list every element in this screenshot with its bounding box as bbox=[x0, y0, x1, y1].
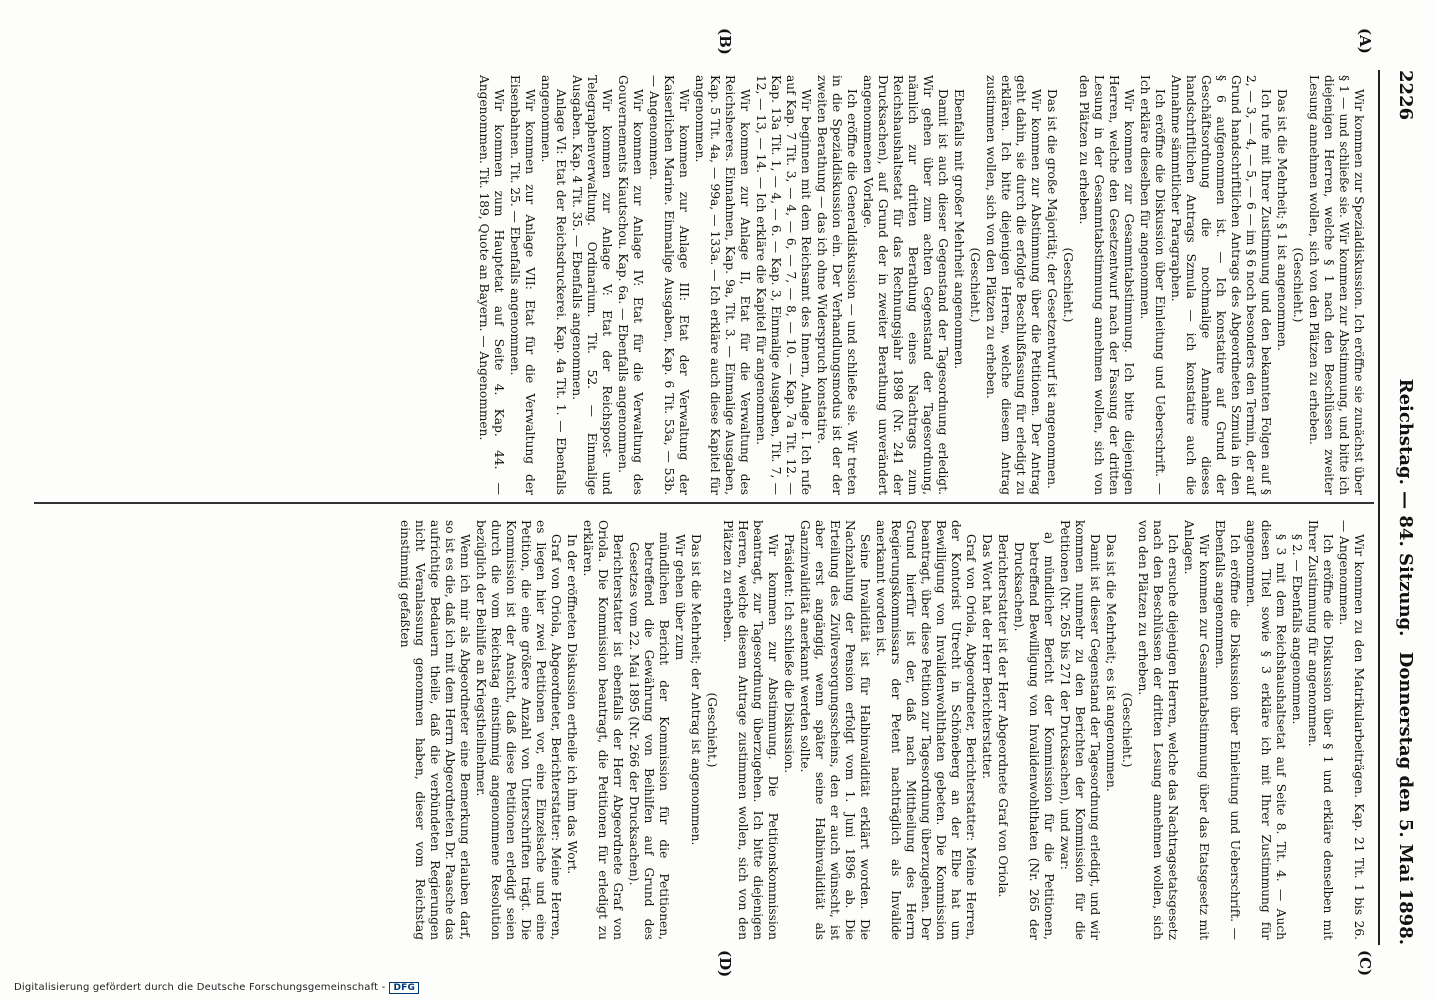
paragraph: Ich eröffne die Diskussion über Einleitung und Ueberschrift. — Ich erkläre dieselben für angenommen. bbox=[1138, 75, 1167, 495]
paragraph: Wir kommen zur Anlage VII: Etat für die Verwaltung der Eisenbahnen. Tit. 25. — Ebenfalls angenommen. bbox=[508, 75, 537, 495]
stage-direction: (Geschieht.) bbox=[1291, 247, 1305, 323]
stage-direction: (Geschieht.) bbox=[705, 692, 719, 768]
paragraph: Ebenfalls mit großer Mehrheit angenommen. bbox=[952, 89, 966, 370]
speech: Präsident: Ich schließe die Diskussion. bbox=[782, 534, 796, 774]
paragraph: Wir kommen zur Anlage II, Etat für die Verwaltung des Reichsheeres. Einnahmen, Kap. 9a, Tit. 3. — Einmalige Ausgaben, Kap. 5 Tit. 4a, — 99a, — 133a. — Ich erkläre auch diese Kapitel für angenommen. bbox=[693, 75, 752, 495]
paragraph: In der eröffneten Diskussion ertheile ich ihm das Wort. bbox=[565, 534, 579, 875]
column-divider bbox=[34, 502, 1374, 504]
paragraph: Ich rufe mit Ihrer Zustimmung und den bekannten Folgen auf § 2, — 3, — 4, — 5, — 6 — im § 6 noch besonders den Termin, der auf Grund handschriftlichen Antrags des Abgeordneten Szmula in den § 6 aufgenommen ist. — Ich konstatire auf Grund der Geschäftsordnung die nochmalige Annahme dieses handschriftlichen Antrags Szmula — ich konstatire auch die Annahme sämmtlicher Paragraphen. bbox=[1169, 75, 1273, 495]
margin-marker-c: (C) bbox=[1356, 950, 1374, 977]
paragraph: Wir kommen zur Gesammtabstimmung über das Etatsgesetz mit Anlagen. bbox=[1182, 520, 1211, 940]
paragraph: Wir kommen zur Gesammtabstimmung. Ich bitte diejenigen Herren, welche den Gesetzentwurf nach der Fassung der dritten Lesung in der Gesammtabstimmung annehmen wollen, sich von den Plätzen zu erheben. bbox=[1077, 75, 1136, 495]
paragraph: Seine Invalidität ist für Halbinvalidität erklärt worden. Die Nachzahlung der Pension erfolgt vom 1. Juni 1896 ab. Die Erteilung des Zivilversorgungsscheins, den er auch wünscht, ist aber erst angängig, wenn später seine Halbinvalidität als Ganzinvalidität anerkannt werden sollte. bbox=[798, 520, 872, 940]
credit-text: Digitalisierung gefördert durch die Deutsche Forschungsgemeinschaft - bbox=[14, 982, 386, 993]
page-title: Reichstag. — 84. Sitzung. bbox=[1395, 378, 1416, 637]
paragraph: Wir kommen zur Anlage V: Etat der Reichspost- und Telegraphenverwaltung. Ordinarium. Tit. 52. — Einmalige Ausgaben. Kap. 4 Tit. 35. — Ebenfalls angenommen. bbox=[570, 75, 614, 495]
paragraph: § 2. — Ebenfalls angenommen. bbox=[1290, 534, 1304, 725]
paragraph: Damit ist auch dieser Gegenstand der Tagesordnung erledigt. Wir gehen über zum achten Gegenstand der Tagesordnung, nämlich zur dritten Berathung eines Nachtrags zum Reichshaushaltsetat für das Rechnungsjahr 1898 (Nr. 241 der Drucksachen), auf Grund der in zweiter Berathung unverändert angenommenen Vorlage. bbox=[861, 75, 950, 495]
paragraph: Berichterstatter ist der Herr Abgeordnete Graf von Oriola. bbox=[996, 534, 1010, 898]
header-rule bbox=[1378, 70, 1380, 945]
stage-direction: (Geschieht.) bbox=[968, 247, 982, 323]
digitization-credit bbox=[14, 982, 419, 994]
session-date: Donnerstag den 5. Mai 1898. bbox=[1395, 651, 1416, 945]
paragraph: Ich eröffne die Diskussion über Einleitung und Ueberschrift. — Ebenfalls angenommen. bbox=[1213, 520, 1242, 940]
paragraph: Ich eröffne die Diskussion über § 1 und erkläre denselben mit Ihrer Zustimmung für angenommen. bbox=[1306, 520, 1335, 940]
margin-marker-d: (D) bbox=[716, 950, 734, 978]
paragraph: Berichterstatter ist ebenfalls der Herr Abgeordnete Graf von Oriola. Die Kommission beantragt, die Petitionen für erledigt zu erklären. bbox=[581, 520, 625, 940]
dfg-logo: DFG bbox=[389, 982, 419, 994]
paragraph: Wenn ich mir als Abgeordneter eine Bemerkung erlauben darf, so ist es die, daß ich mit dem Herrn Abgeordneten Dr. Paasche das aufrichtige Bedauern theile, daß die verbündeten Regierungen nicht Veranlassung genommen haben, dieser vom Reichstag einstimmig gefaßten bbox=[398, 520, 472, 940]
paragraph: Wir kommen zur Anlage III: Etat der Verwaltung der Kaiserlichen Marine. Einmalige Ausgaben, Kap. 6 Tit. 53a, — 53b. — Angenommen. bbox=[647, 75, 691, 495]
paragraph: Wir gehen über zum bbox=[673, 534, 687, 661]
speech: Graf von Oriola, Abgeordneter, Berichterstatter: Meine Herren, es liegen hier zwei Petitionen vor, eine Einzelsache und eine Petition, die eine größere Anzahl von Unterschriften trägt. Die Kommission ist der Ansicht, daß diese Petitionen erledigt seien durch die vom Reichstag einstimmig angenommene Resolution bezüglich der Beihilfe an Kriegstheilnehmer. bbox=[474, 520, 563, 940]
agenda-item: a) mündlicher Bericht der Kommission für die Petitionen, betreffend Bewilligung von Invalidenwohlthaten (Nr. 265 der Drucksachen). bbox=[1012, 532, 1056, 940]
speech: Graf von Oriola, Abgeordneter, Berichterstatter: Meine Herren, der Kontorist Utrecht in Schöneberg an der Elbe hat um Bewilligung von Invalidenwohlthaten gebeten. Die Kommission beantragt, über diese Petition zur Tagesordnung überzugehen. Der Grund hierfür ist der, daß nach Mittheilung des Herrn Regierungskommissars der Petent nachträglich als Invalide anerkannt worden ist. bbox=[874, 520, 978, 940]
paragraph: Das ist die Mehrheit; § 1 ist angenommen. bbox=[1275, 89, 1289, 351]
margin-marker-a: (A) bbox=[1356, 28, 1374, 54]
paragraph: Ich eröffne die Generaldiskussion — und schließe sie. Wir treten in die Spezialdiskussion ein. Der Verhandlungsmodus ist der der zweiten Berathung — das ich ohne Widerspruch konstatire. bbox=[815, 75, 859, 495]
page-header bbox=[1384, 70, 1424, 945]
paragraph: Wir kommen zur Spezialdiskussion. Ich eröffne sie zunächst über § 1 — und schließe sie. Wir kommen zur Abstimmung, und bitte ich diejenigen Herren, welche § 1 nach den Beschlüssen zweiter Lesung annehmen wollen, sich von den Plätzen zu erheben. bbox=[1307, 75, 1366, 495]
stage-direction: (Geschieht.) bbox=[1061, 247, 1075, 323]
paragraph: Wir kommen zur Anlage IV: Etat für die Verwaltung des Gouvernements Kiautschou. Kap. 6a. — Ebenfalls angenommen. bbox=[616, 75, 645, 495]
paragraph: Das ist die große Majorität; der Gesetzentwurf ist angenommen. bbox=[1045, 89, 1059, 489]
paragraph: Anlage VI: Etat der Reichsdruckerei. Kap. 4a Tit. 1. — Ebenfalls angenommen. bbox=[539, 75, 568, 495]
paragraph: Wir beginnen mit dem Reichsamt des Innern, Anlage I. Ich rufe auf Kap. 7 Tit. 3, — 4, — 6, — 7, — 8, — 10. — Kap. 7a Tit. 12. — Kap. 13a Tit. 1, — 4, — 6. — Kap. 3, Einmalige Ausgaben, Tit. 7, — 12, — 13, — 14. — Ich erkläre die Kapitel für angenommen. bbox=[754, 75, 813, 495]
right-column bbox=[396, 520, 1366, 940]
paragraph: Das Wort hat der Herr Berichterstatter. bbox=[980, 534, 994, 780]
stage-direction: (Geschieht.) bbox=[1120, 692, 1134, 768]
margin-marker-b: (B) bbox=[716, 28, 734, 55]
paragraph: Wir kommen zum Hauptetat auf Seite 4. Kap. 44. — Angenommen. Tit. 189, Quote an Bayern. — Angenommen. bbox=[477, 75, 506, 495]
left-column bbox=[475, 75, 1366, 495]
paragraph: Das ist die Mehrheit; der Antrag ist angenommen. bbox=[689, 534, 703, 846]
paragraph: Damit ist dieser Gegenstand der Tagesordnung erledigt, und wir kommen nunmehr zu den Berichten der Kommission für die Petitionen (Nr. 265 bis 271 der Drucksachen), und zwar: bbox=[1058, 520, 1102, 940]
paragraph: Das ist die Mehrheit; es ist angenommen. bbox=[1104, 534, 1118, 792]
page-number: 2226 bbox=[1395, 70, 1416, 121]
paragraph: § 3 mit dem Reichshaushaltsetat auf Seite 8. Tit. 4. — Auch diesen Titel sowie § 3 erkläre ich mit Ihrer Zustimmung für angenommen. bbox=[1244, 520, 1288, 940]
paragraph: Wir kommen zur Abstimmung über die Petitionen. Der Antrag geht dahin, sie durch die erfolgte Beschlußfassung für erledigt zu erklären. Ich bitte diejenigen Herren, welche diesem Antrag zustimmen wollen, sich von den Plätzen zu erheben. bbox=[984, 75, 1043, 495]
paragraph: Ich ersuche diejenigen Herren, welche das Nachtragsetatsgesetz nach den Beschlüssen der dritten Lesung annehmen wollen, sich von den Plätzen zu erheben. bbox=[1136, 520, 1180, 940]
paragraph: Wir kommen zur Abstimmung. Die Petitionskommission beantragt, zur Tagesordnung überzugehen. Ich bitte diejenigen Herren, welche diesem Antrage zustimmen wollen, sich von den Plätzen zu erheben. bbox=[721, 520, 780, 940]
agenda-item: mündlichen Bericht der Kommission für die Petitionen, betreffend die Gewährung von Beihilfen auf Grund des Gesetzes vom 22. Mai 1895 (Nr. 266 der Drucksachen). bbox=[627, 532, 671, 940]
paragraph: Wir kommen zu den Matrikularbeiträgen. Kap. 21 Tit. 1 bis 26. — Angenommen. bbox=[1337, 520, 1366, 940]
